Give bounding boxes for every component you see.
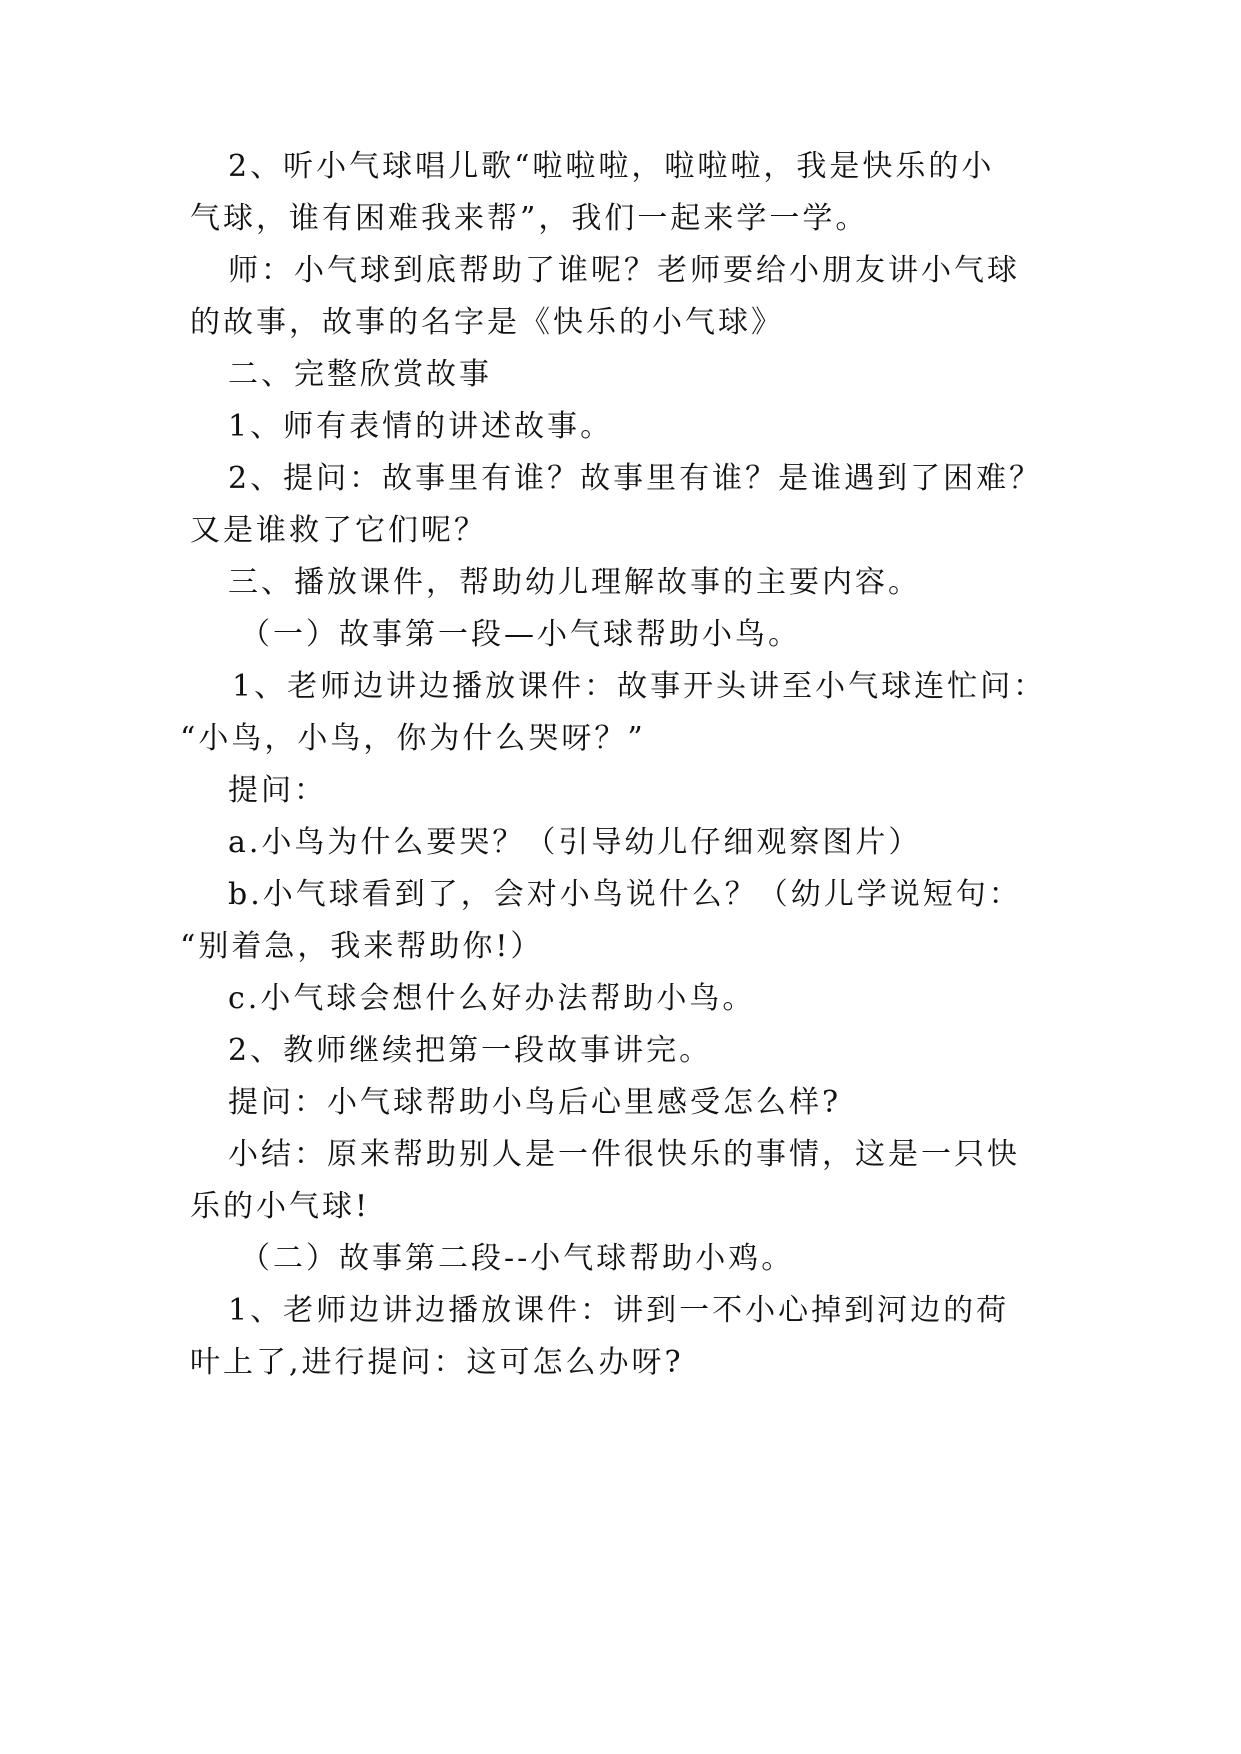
text-line: “别着急，我来帮助你!） — [180, 929, 544, 964]
text-line: a.小鸟为什么要哭？（引导幼儿仔细观察图片） — [228, 825, 922, 860]
subsection-heading: （一）故事第一段—小气球帮助小鸟。 — [240, 617, 801, 652]
text-line: 2、提问：故事里有谁？故事里有谁？是谁遇到了困难？ — [228, 461, 1043, 496]
subsection-heading: （二）故事第二段--小气球帮助小鸡。 — [240, 1241, 795, 1276]
section-heading: 三、播放课件，帮助幼儿理解故事的主要内容。 — [228, 565, 921, 600]
text-line: 师：小气球到底帮助了谁呢？老师要给小朋友讲小气球 — [228, 253, 1020, 288]
text-line: 1、老师边讲边播放课件：故事开头讲至小气球连忙问： — [232, 669, 1047, 704]
text-line: 的故事，故事的名字是《快乐的小气球》 — [190, 305, 784, 340]
text-line: 提问： — [228, 773, 327, 808]
text-line: b.小气球看到了，会对小鸟说什么？（幼儿学说短句： — [228, 877, 1022, 912]
text-line: 气球，谁有困难我来帮”，我们一起来学一学。 — [190, 201, 869, 236]
text-line: “小鸟，小鸟，你为什么哭呀？” — [180, 721, 646, 756]
text-line: 乐的小气球! — [190, 1189, 371, 1224]
text-line: c.小气球会想什么好办法帮助小鸟。 — [228, 981, 756, 1016]
text-line: 又是谁救了它们呢？ — [190, 513, 487, 548]
text-line: 2、教师继续把第一段故事讲完。 — [228, 1033, 713, 1068]
text-line: 提问：小气球帮助小鸟后心里感受怎么样? — [228, 1085, 842, 1120]
text-line: 2、听小气球唱儿歌“啦啦啦，啦啦啦，我是快乐的小 — [228, 149, 995, 184]
section-heading: 二、完整欣赏故事 — [228, 357, 492, 392]
text-line: 小结：原来帮助别人是一件很快乐的事情，这是一只快 — [228, 1137, 1020, 1172]
text-line: 1、师有表情的讲述故事。 — [228, 409, 614, 444]
text-line: 1、老师边讲边播放课件：讲到一不小心掉到河边的荷 — [228, 1293, 1010, 1328]
text-line: 叶上了,进行提问：这可怎么办呀? — [190, 1345, 684, 1380]
